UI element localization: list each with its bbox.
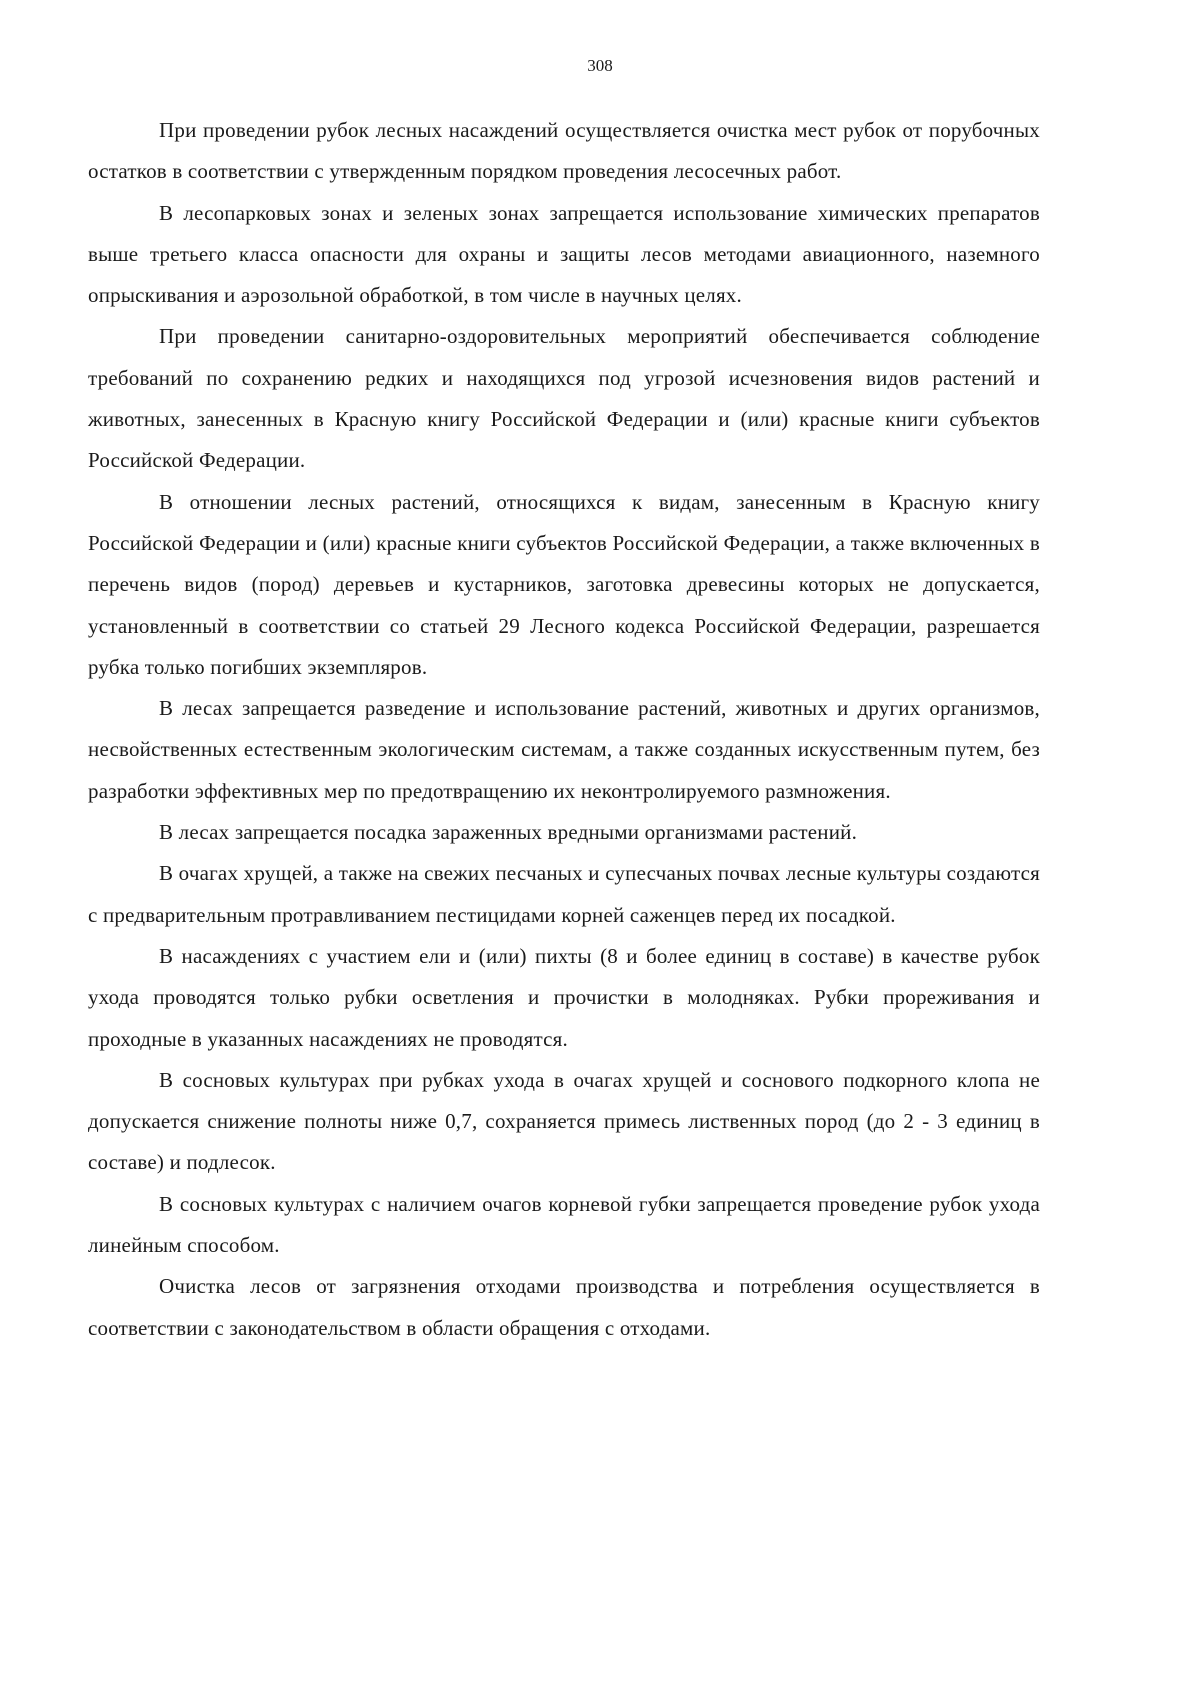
- paragraph-waste-cleanup: Очистка лесов от загрязнения отходами производства и потребления осуществляется в соответствии с законодательством в области обращения с отходами.: [88, 1274, 1040, 1340]
- page-number: 308: [587, 56, 613, 75]
- paragraph-pine-thinning: В сосновых культурах при рубках ухода в очагах хрущей и соснового подкорного клопа не допускается снижение полноты ниже 0,7, сохраняется примесь лиственных пород (до 2 - 3 единиц в составе) и подлесок.: [88, 1067, 1040, 1175]
- paragraph-root-rot: В сосновых культурах с наличием очагов корневой губки запрещается проведение рубок ухода линейным способом.: [88, 1191, 1040, 1258]
- paragraph-felling-cleanup: При проведении рубок лесных насаждений осуществляется очистка мест рубок от порубочных остатков в соответствии с утвержденным порядком проведения лесосечных работ.: [88, 118, 1040, 184]
- paragraph-spruce-fir-stands: В насаждениях с участием ели и (или) пихты (8 и более единиц в составе) в качестве рубок ухода проводятся только рубки осветления и прочистки в молодняках. Рубки прореживания и проходные в указанных насаждениях не проводятся.: [88, 943, 1040, 1051]
- paragraph-rare-species-protection: При проведении санитарно-оздоровительных мероприятий обеспечивается соблюдение требований по сохранению редких и находящихся под угрозой исчезновения видов растений и животных, занесенных в Красную книгу Российской Федерации и (или) красные книги субъектов Российской Федерации.: [88, 324, 1040, 473]
- document-body: [88, 110, 1040, 1349]
- paragraph-infected-planting: В лесах запрещается посадка зараженных вредными организмами растений.: [159, 820, 858, 845]
- paragraph-chemical-restrictions: В лесопарковых зонах и зеленых зонах запрещается использование химических препаратов выше третьего класса опасности для охраны и защиты лесов методами авиационного, наземного опрыскивания и аэрозольной обработкой, в том числе в научных целях.: [88, 200, 1040, 308]
- paragraph-invasive-organisms: В лесах запрещается разведение и использование растений, животных и других организмов, несвойственных естественным экологическим системам, а также созданных искусственным путем, без разработки эффективных мер по предотвращению их неконтролируемого размножения.: [88, 696, 1040, 803]
- paragraph-red-book-plants: В отношении лесных растений, относящихся к видам, занесенным в Красную книгу Российской Федерации и (или) красные книги субъектов Российской Федерации, а также включенных в перечень видов (пород) деревьев и кустарников, заготовка древесины которых не допускается, установленный в соответствии со статьей 29 Лесного кодекса Российской Федерации, разрешается рубка только погибших экземпляров.: [88, 489, 1040, 679]
- paragraph-chafer-foci: В очагах хрущей, а также на свежих песчаных и супесчаных почвах лесные культуры создаются с предварительным протравливанием пестицидами корней саженцев перед их посадкой.: [88, 861, 1040, 927]
